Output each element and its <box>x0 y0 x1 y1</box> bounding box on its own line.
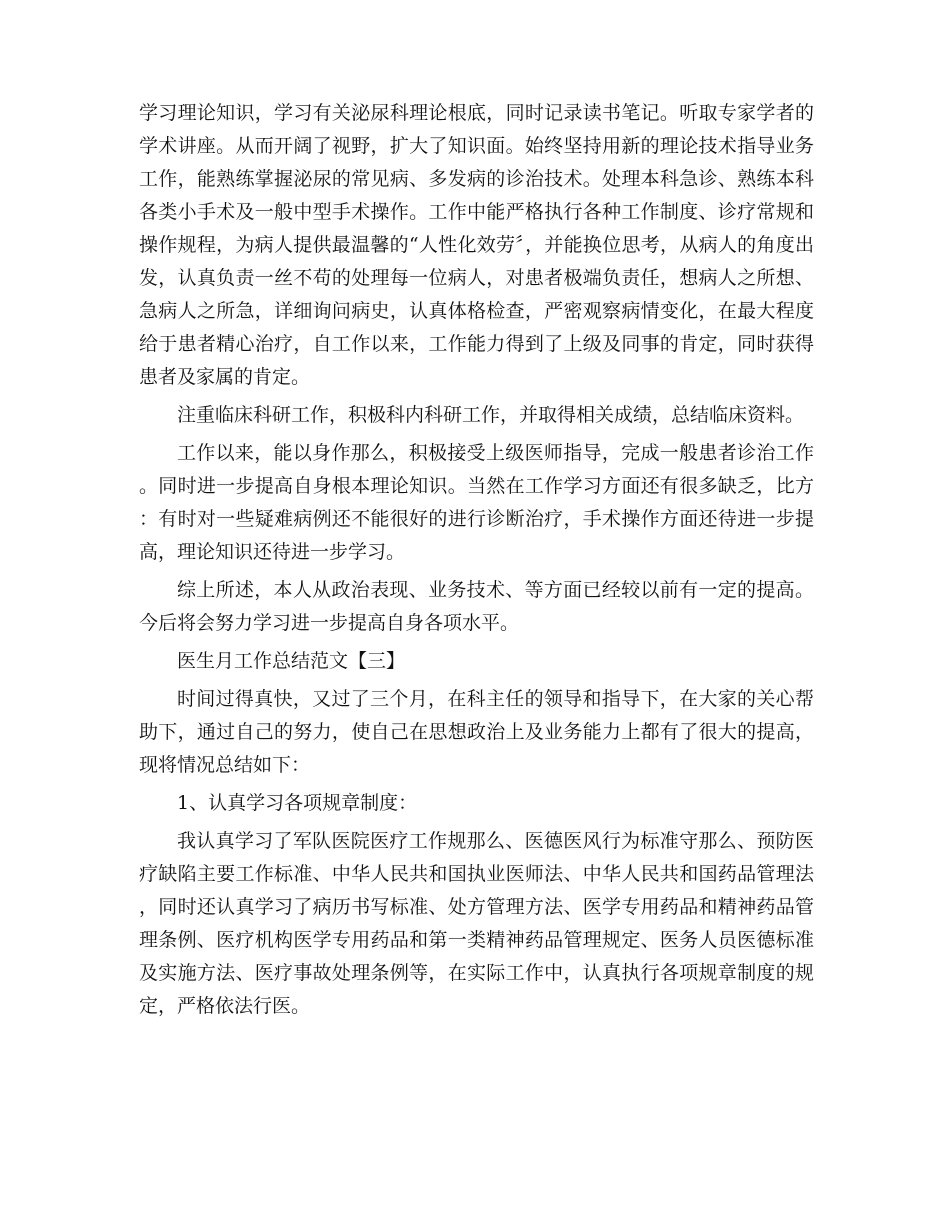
paragraph-regulations: 我认真学习了军队医院医疗工作规那么、医德医风行为标准守那么、预防医疗缺陷主要工作标准、中华人民共和国执业医师法、中华人民共和国药品管理法，同时还认真学习了病历书写标准、处方管理方法、医学专用药品和精神药品管理条例、医疗机构医学专用药品和第一类精神药品管理规定、医务人员医德标准及实施方法、医疗事故处理条例等，在实际工作中，认真执行各项规章制度的规定，严格依法行医。 <box>139 830 814 1017</box>
document-body <box>139 97 814 1023</box>
paragraph-study-theory: 学习理论知识，学习有关泌尿科理论根底，同时记录读书笔记。听取专家学者的学术讲座。从而开阔了视野，扩大了知识面。始终坚持用新的理论技术指导业务工作，能熟练掌握泌尿的常见病、多发病的诊治技术。处理本科急诊、熟练本科各类小手术及一般中型手术操作。工作中能严格执行各种工作制度、诊疗常规和操作规程，为病人提供最温馨的“人性化效劳〞，并能换位思考，从病人的角度出发，认真负责一丝不苟的处理每一位病人，对患者极端负责任，想病人之所想、急病人之所急，详细询问病史，认真体格检查，严密观察病情变化，在最大程度给于患者精心治疗，自工作以来，工作能力得到了上级及同事的肯定，同时获得患者及家属的肯定。 <box>139 102 814 388</box>
paragraph-time-flies: 时间过得真快，又过了三个月，在科主任的领导和指导下，在大家的关心帮助下，通过自己的努力，使自己在思想政治上及业务能力上都有了很大的提高，现将情况总结如下： <box>139 688 814 776</box>
paragraph-clinical-research: 注重临床科研工作，积极科内科研工作，并取得相关成绩，总结临床资料。 <box>177 404 805 426</box>
paragraph-summary: 综上所述，本人从政治表现、业务技术、等方面已经较以前有一定的提高。今后将会努力学习进一步提高自身各项水平。 <box>139 579 814 634</box>
paragraph-work-since: 工作以来，能以身作那么，积极接受上级医师指导，完成一般患者诊治工作。同时进一步提高自身根本理论知识。当然在工作学习方面还有很多缺乏，比方：有时对一些疑难病例还不能很好的进行诊断治疗，手术操作方面还待进一步提高，理论知识还待进一步学习。 <box>139 442 814 563</box>
section-heading: 医生月工作总结范文【三】 <box>177 650 406 672</box>
list-item-heading: 1、认真学习各项规章制度： <box>177 792 418 814</box>
